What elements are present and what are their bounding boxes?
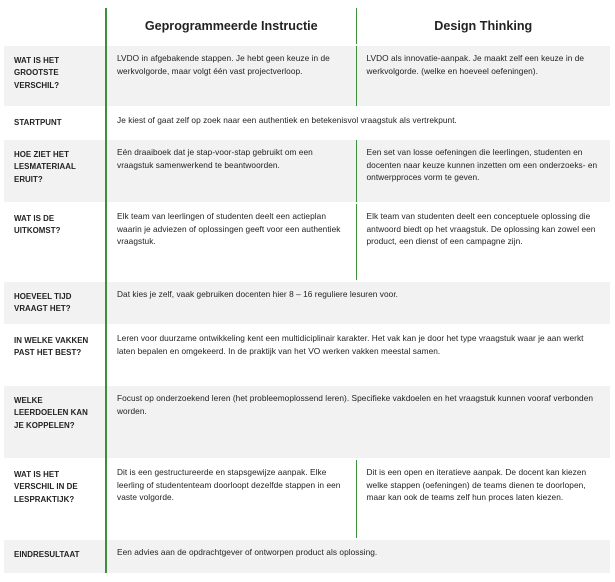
cell-design-thinking: Een set van losse oefeningen die leerlingen, studenten en docenten naar keuze kunnen inzetten om een onderzoeks- en ontwerpproces vorm te geven.	[356, 139, 610, 203]
table-row	[4, 139, 610, 203]
table-row	[4, 325, 610, 385]
cell-geprogrammeerde-instructie: Dit is een gestructureerde en stapsgewijze aanpak. Elke leerling of studententeam doorloopt dezelfde stappen in een vaste volgorde.	[106, 459, 356, 539]
table-row	[4, 281, 610, 325]
row-label: HOE ZIET HET LESMATERIAAL ERUIT?	[4, 139, 106, 203]
header-geprogrammeerde-instructie: Geprogrammeerde Instructie	[106, 8, 356, 45]
cell-shared: Leren voor duurzame ontwikkeling kent een multidiciplinair karakter. Het vak kan je door het type vraagstuk waar je aan werkt laten bepalen en omgekeerd. In de praktijk van het VO werken vakken meestal samen.	[117, 333, 584, 356]
table-row	[4, 107, 610, 139]
table-header-row	[4, 8, 610, 45]
cell-shared: Dat kies je zelf, vaak gebruiken docenten hier 8 – 16 reguliere lesuren voor.	[106, 281, 610, 325]
row-label: STARTPUNT	[4, 107, 106, 139]
table-row	[4, 385, 610, 459]
cell-design-thinking: Dit is een open en iteratieve aanpak. De docent kan kiezen welke stappen (oefeningen) de teams dienen te doorlopen, maar kan ook de teams zelf hun proces laten kiezen.	[366, 467, 587, 503]
cell-shared: Je kiest of gaat zelf op zoek naar een authentiek en betekenisvol vraagstuk als vertrekpunt.	[117, 115, 457, 125]
cell-shared: Een advies aan de opdrachtgever of ontworpen product als oplossing.	[106, 539, 610, 573]
cell-geprogrammeerde-instructie: LVDO in afgebakende stappen. Je hebt geen keuze in de werkvolgorde, maar volgt één vast projectverloop.	[106, 45, 356, 107]
header-empty-cell	[4, 8, 106, 45]
table-row	[4, 203, 610, 281]
cell-design-thinking: LVDO als innovatie-aanpak. Je maakt zelf een keuze in de werkvolgorde. (welke en hoeveel oefeningen).	[356, 45, 610, 107]
header-design-thinking: Design Thinking	[434, 19, 533, 33]
table-row	[4, 459, 610, 539]
cell-design-thinking: Elk team van studenten deelt een conceptuele oplossing die antwoord biedt op het vraagstuk. De oplossing kan zowel een product, een dienst of een campagne zijn.	[366, 211, 596, 247]
row-label: EINDRESULTAAT	[4, 539, 106, 573]
row-label: WAT IS HET VERSCHIL IN DE LESPRAKTIJK?	[4, 459, 106, 539]
row-label: WELKE LEERDOELEN KAN JE KOPPELEN?	[4, 385, 106, 459]
cell-geprogrammeerde-instructie: Elk team van leerlingen of studenten deelt een actieplan waarin je adviezen of oplossingen geeft voor een authentiek vraagstuk.	[106, 203, 356, 281]
cell-geprogrammeerde-instructie: Eén draaiboek dat je stap-voor-stap gebruikt om een vraagstuk samenwerkend te beantwoorden.	[106, 139, 356, 203]
table-row	[4, 45, 610, 107]
row-label: IN WELKE VAKKEN PAST HET BEST?	[4, 325, 106, 385]
comparison-table	[4, 8, 610, 573]
cell-shared: Focust op onderzoekend leren (het probleemoplossend leren). Specifieke vakdoelen en het vraagstuk kunnen vooraf verbonden worden.	[106, 385, 610, 459]
row-label: HOEVEEL TIJD VRAAGT HET?	[4, 281, 106, 325]
row-label: WAT IS DE UITKOMST?	[4, 203, 106, 281]
table-row	[4, 539, 610, 573]
row-label: WAT IS HET GROOTSTE VERSCHIL?	[4, 45, 106, 107]
